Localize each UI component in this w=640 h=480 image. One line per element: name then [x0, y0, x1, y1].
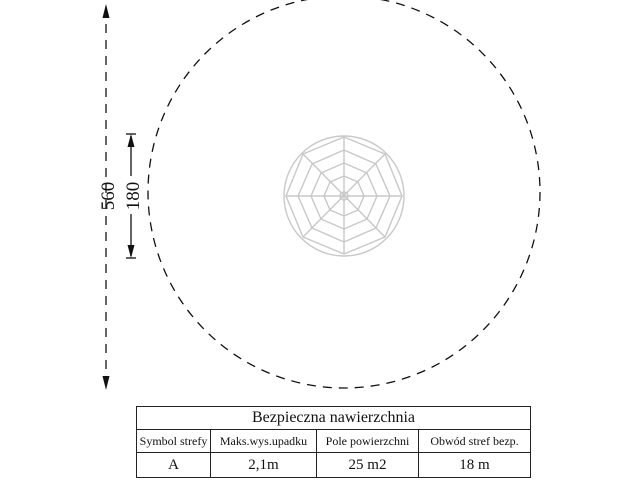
- cell-max-fall-height: 2,1m: [211, 453, 317, 478]
- cell-zone-perimeter: 18 m: [419, 453, 531, 478]
- equipment-dimension-label: 180: [123, 181, 144, 211]
- safety-surface-table: [136, 406, 531, 478]
- column-header-max-fall-height: Maks.wys.upadku: [211, 430, 317, 453]
- table-title-row: [137, 407, 531, 430]
- arrow-up-icon: [128, 134, 135, 147]
- column-header-zone-symbol: Symbol strefy: [137, 430, 211, 453]
- table-title: Bezpieczna nawierzchnia: [137, 407, 531, 430]
- table-row: [137, 453, 531, 478]
- cell-zone-symbol: A: [137, 453, 211, 478]
- arrow-down-icon: [128, 245, 135, 258]
- equipment-web-icon: [284, 136, 404, 256]
- column-header-surface-area: Pole powierzchni: [317, 430, 419, 453]
- table-header-row: [137, 430, 531, 453]
- cell-surface-area: 25 m2: [317, 453, 419, 478]
- outer-dimension-label: 560: [98, 181, 119, 211]
- arrow-down-icon: [103, 376, 110, 390]
- arrow-up-icon: [103, 4, 110, 18]
- column-header-zone-perimeter: Obwód stref bezp.: [419, 430, 531, 453]
